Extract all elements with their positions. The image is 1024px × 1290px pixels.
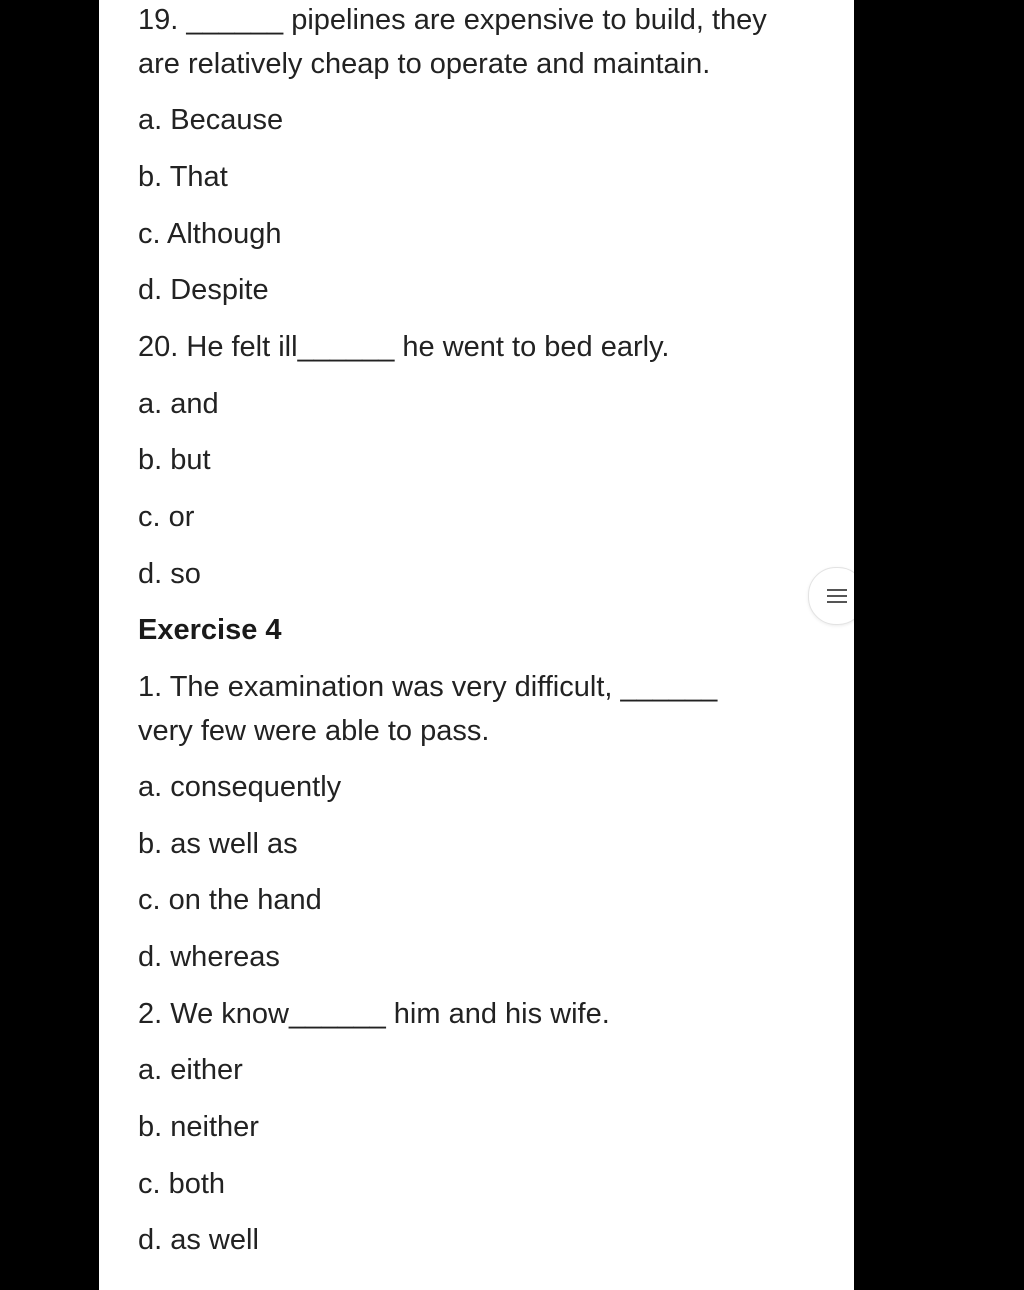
exercise-4-question-2: 2. We know______ him and his wife.	[138, 998, 610, 1030]
option-20-a: a. and	[138, 388, 219, 420]
option-2-b: b. neither	[138, 1111, 259, 1143]
option-2-a: a. either	[138, 1054, 243, 1086]
question-19-line-2: are relatively cheap to operate and maintain.	[138, 48, 711, 80]
document-page	[99, 0, 854, 1290]
option-19-c: c. Although	[138, 218, 282, 250]
option-1-a: a. consequently	[138, 771, 342, 803]
option-19-d: d. Despite	[138, 274, 269, 306]
option-1-c: c. on the hand	[138, 884, 322, 916]
option-2-d: d. as well	[138, 1224, 259, 1256]
exercise-4-question-1-line-2: very few were able to pass.	[138, 715, 490, 747]
option-20-c: c. or	[138, 501, 195, 533]
question-20: 20. He felt ill______ he went to bed early.	[138, 331, 670, 363]
exercise-heading: Exercise 4	[138, 614, 282, 646]
option-19-a: a. Because	[138, 104, 284, 136]
option-19-b: b. That	[138, 161, 228, 193]
option-20-b: b. but	[138, 444, 211, 476]
option-1-d: d. whereas	[138, 941, 280, 973]
question-19-line-1: 19. ______ pipelines are expensive to build, they	[138, 4, 767, 36]
option-1-b: b. as well as	[138, 828, 298, 860]
option-2-c: c. both	[138, 1168, 226, 1200]
menu-lines-icon	[826, 585, 848, 607]
menu-button[interactable]	[808, 567, 854, 625]
exercise-4-question-1-line-1: 1. The examination was very difficult, ______	[138, 671, 718, 703]
option-20-d: d. so	[138, 558, 201, 590]
